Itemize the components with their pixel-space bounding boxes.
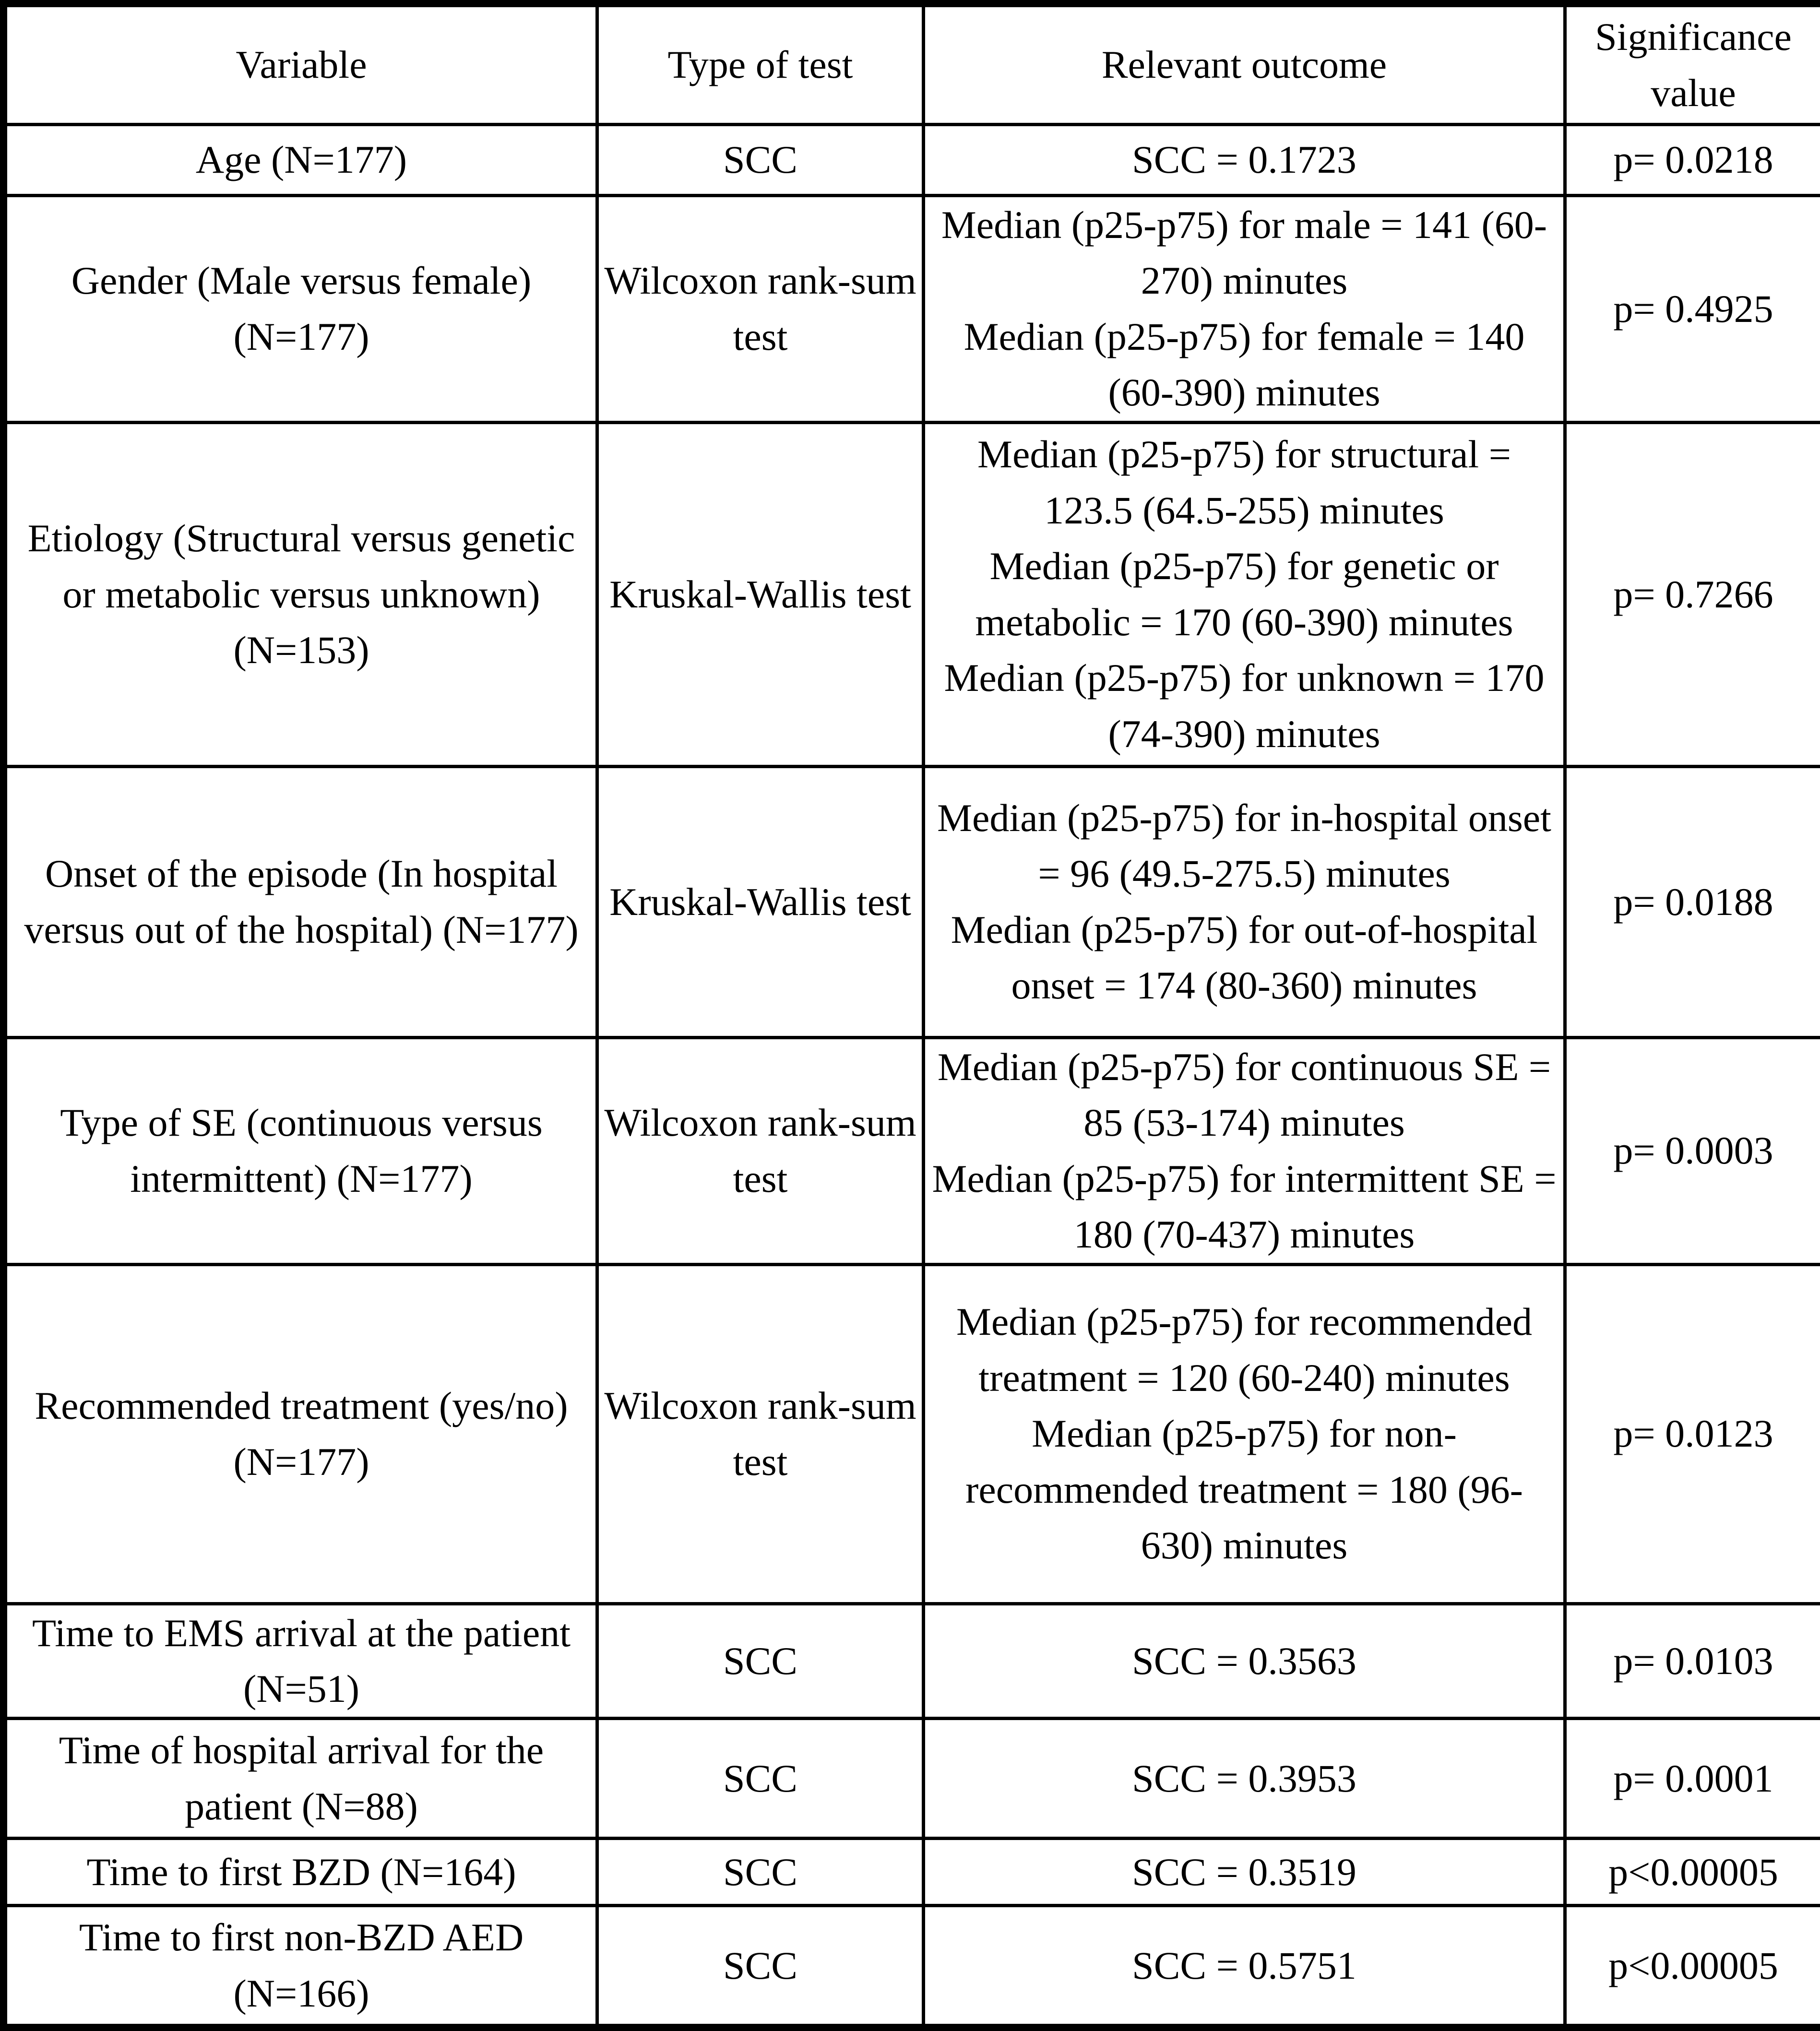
table-row [4,422,1820,766]
table-row [4,1906,1820,2028]
cell-variable: Time to first non-BZD AED (N=166) [4,1906,597,2028]
cell-variable: Etiology (Structural versus genetic or metabolic versus unknown) (N=153) [4,422,597,766]
cell-test: Kruskal-Wallis test [597,422,924,766]
cell-outcome [924,1906,1565,2028]
table-row [4,1264,1820,1603]
header-row [4,4,1820,125]
cell-test: Wilcoxon rank-sum test [597,1264,924,1603]
table-row [4,125,1820,196]
cell-test: SCC [597,125,924,196]
cell-outcome [924,1264,1565,1603]
cell-variable: Type of SE (continuous versus intermittent) (N=177) [4,1037,597,1264]
cell-outcome [924,1839,1565,1906]
outcome-statement: SCC = 0.3953 [930,1751,1558,1806]
cell-outcome [924,422,1565,766]
cell-significance: p= 0.0188 [1565,766,1820,1037]
cell-outcome [924,1037,1565,1264]
cell-variable: Time of hospital arrival for the patient (N=88) [4,1719,597,1839]
cell-significance: p<0.00005 [1565,1839,1820,1906]
table-row [4,766,1820,1037]
cell-outcome [924,1719,1565,1839]
table-row [4,1603,1820,1719]
outcome-statement: Median (p25-p75) for out-of-hospital onset = 174 (80-360) minutes [930,902,1558,1014]
cell-test: SCC [597,1719,924,1839]
cell-significance: p= 0.0218 [1565,125,1820,196]
outcome-statement: SCC = 0.5751 [930,1938,1558,1994]
outcome-statement: Median (p25-p75) for in-hospital onset = 96 (49.5-275.5) minutes [930,790,1558,902]
cell-test: Wilcoxon rank-sum test [597,196,924,423]
cell-significance: p= 0.0001 [1565,1719,1820,1839]
outcome-statement: SCC = 0.3519 [930,1844,1558,1900]
cell-variable: Time to EMS arrival at the patient (N=51) [4,1603,597,1719]
cell-variable: Recommended treatment (yes/no) (N=177) [4,1264,597,1603]
col-header-relevant-outcome: Relevant outcome [924,4,1565,125]
cell-outcome [924,196,1565,423]
outcome-statement: Median (p25-p75) for continuous SE = 85 (53-174) minutes [930,1039,1558,1151]
table-row [4,1037,1820,1264]
cell-variable: Gender (Male versus female) (N=177) [4,196,597,423]
cell-test: Wilcoxon rank-sum test [597,1037,924,1264]
cell-variable: Age (N=177) [4,125,597,196]
cell-test: SCC [597,1839,924,1906]
cell-test: Kruskal-Wallis test [597,766,924,1037]
table-row [4,1839,1820,1906]
outcome-statement: SCC = 0.1723 [930,132,1558,188]
table-row [4,1719,1820,1839]
outcome-statement: SCC = 0.3563 [930,1633,1558,1689]
col-header-type-of-test: Type of test [597,4,924,125]
outcome-statement: Median (p25-p75) for male = 141 (60-270) minutes [930,197,1558,309]
outcome-statement: Median (p25-p75) for non-recommended treatment = 180 (96-630) minutes [930,1406,1558,1573]
cell-variable: Onset of the episode (In hospital versus out of the hospital) (N=177) [4,766,597,1037]
cell-significance: p= 0.0123 [1565,1264,1820,1603]
outcome-statement: Median (p25-p75) for genetic or metabolic = 170 (60-390) minutes [930,538,1558,650]
cell-variable: Time to first BZD (N=164) [4,1839,597,1906]
outcome-statement: Median (p25-p75) for recommended treatment = 120 (60-240) minutes [930,1294,1558,1406]
outcome-statement: Median (p25-p75) for intermittent SE = 180 (70-437) minutes [930,1151,1558,1263]
cell-test: SCC [597,1603,924,1719]
outcome-statement: Median (p25-p75) for unknown = 170 (74-390) minutes [930,650,1558,762]
cell-significance: p= 0.0103 [1565,1603,1820,1719]
cell-significance: p= 0.4925 [1565,196,1820,423]
cell-significance: p= 0.7266 [1565,422,1820,766]
cell-outcome [924,1603,1565,1719]
cell-significance: p= 0.0003 [1565,1037,1820,1264]
col-header-significance-value: Significance value [1565,4,1820,125]
cell-outcome [924,766,1565,1037]
outcome-statement: Median (p25-p75) for structural = 123.5 (64.5-255) minutes [930,427,1558,538]
outcome-statement: Median (p25-p75) for female = 140 (60-390) minutes [930,309,1558,421]
table-row [4,196,1820,423]
cell-test: SCC [597,1906,924,2028]
col-header-variable: Variable [4,4,597,125]
cell-significance: p<0.00005 [1565,1906,1820,2028]
cell-outcome [924,125,1565,196]
